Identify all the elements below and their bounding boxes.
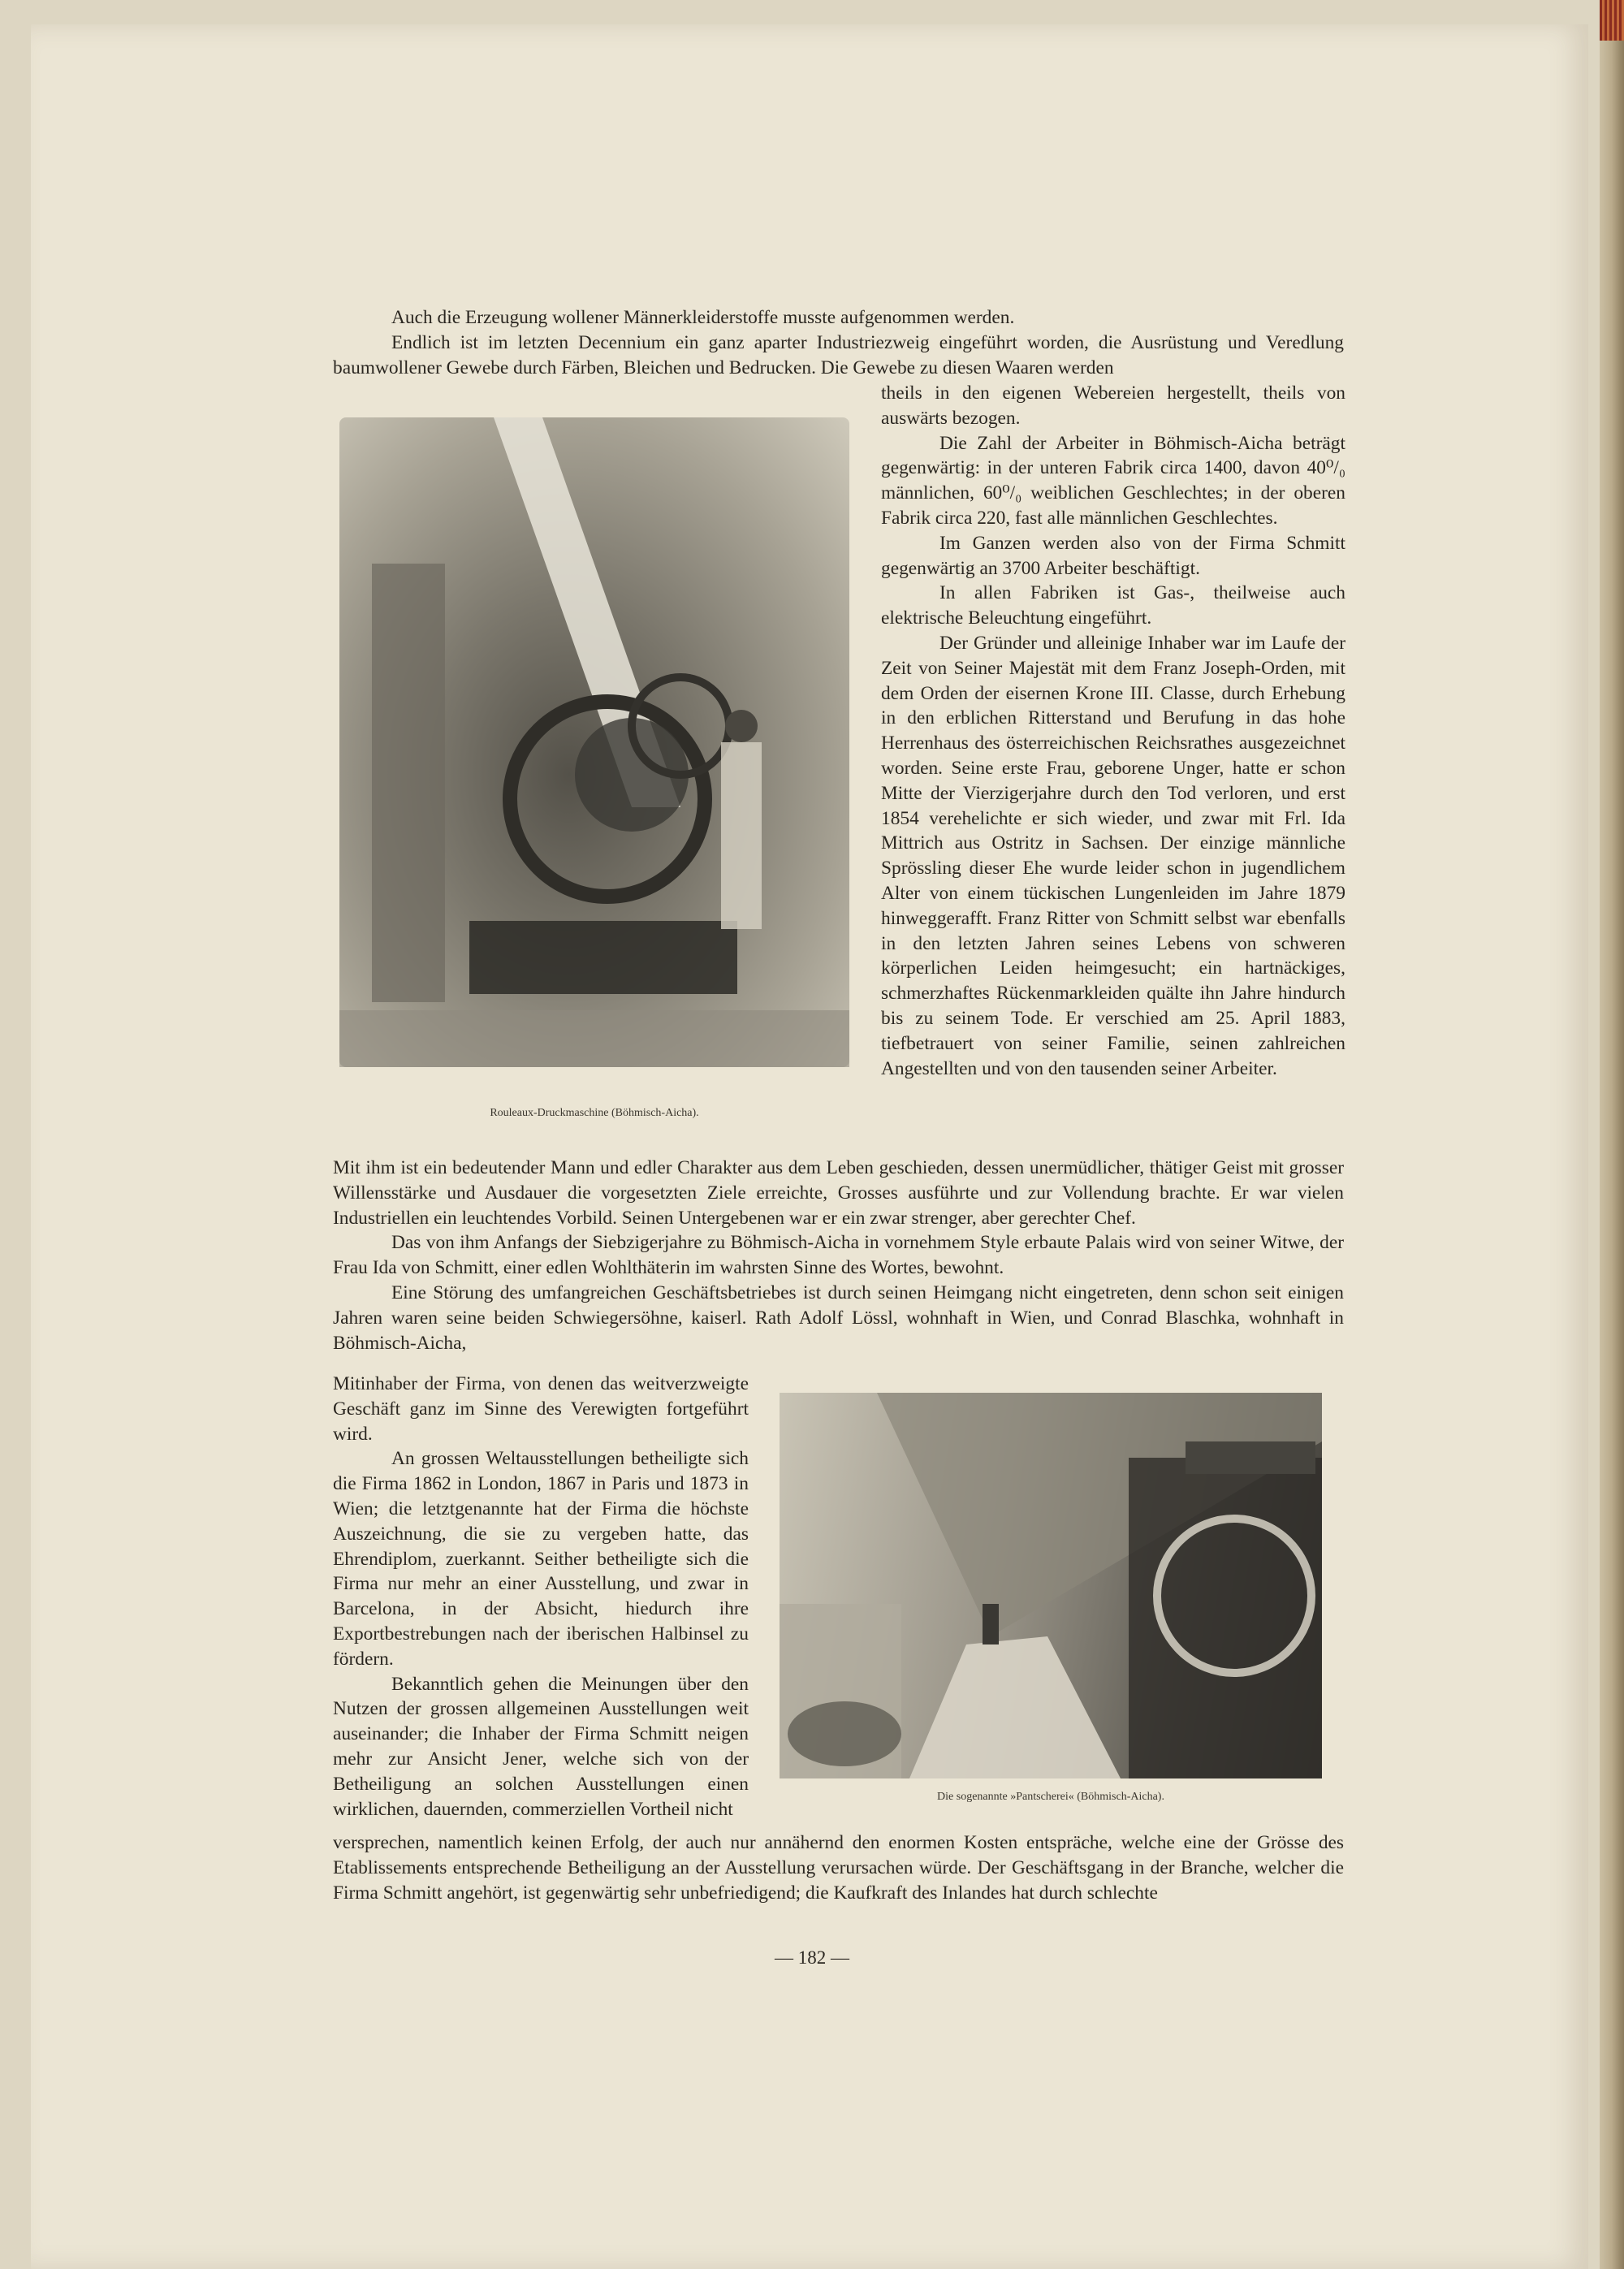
- pantscherei-illustration: [780, 1393, 1322, 1778]
- paragraph: In allen Fabriken ist Gas-, theilweise auch elektrische Beleuchtung eingeführt.: [881, 582, 1345, 629]
- top-text-block: [333, 305, 1344, 380]
- figure2-caption: Die sogenannte »Pantscherei« (Böhmisch-Aicha).: [937, 1791, 1164, 1803]
- left-text-column: [333, 1372, 749, 1822]
- paragraph: Auch die Erzeugung wollener Männerkleiderstoffe musste aufgenommen werden.: [391, 307, 1015, 328]
- paragraph: An grossen Weltausstellungen betheiligte sich die Firma 1862 in London, 1867 in Paris und 1873 in Wien; die letztgenannte hat der Firma die höchste Auszeichnung, die sie zu vergeben hatte, das Ehrendiplom, zuerkannt. Seither betheiligte sich die Firma nur mehr an einer Ausstellung, und zwar in Barcelona, in der Absicht, hiedurch ihre Exportbestrebungen nach der iberischen Halbinsel zu fördern.: [333, 1448, 749, 1670]
- paragraph: Mit ihm ist ein bedeutender Mann und edler Charakter aus dem Leben geschieden, dessen unermüdlicher, thätiger Geist mit grosser Willensstärke und Ausdauer die vorgesetzten Ziele erreichte, Grosses ausführte und zur Vollendung brachte. Er war vielen Industriellen ein leuchtendes Vorbild. Seinen Untergebenen war er ein zwar strenger, aber gerechter Chef.: [333, 1157, 1344, 1229]
- paragraph: Endlich ist im letzten Decennium ein ganz aparter Industriezweig eingeführt worden, die Ausrüstung und Veredlung baumwollener Gewebe durch Färben, Bleichen und Bedrucken. Die Gewebe zu diesen Waaren werden: [333, 331, 1344, 378]
- bottom-text-block: [333, 1830, 1344, 1905]
- page-edge: [1600, 0, 1624, 2269]
- paragraph: versprechen, namentlich keinen Erfolg, der auch nur annähernd den enormen Kosten entspräche, welche eine der Grösse des Etablissements entsprechende Betheiligung an der Ausstellung verursachen würde. Der Geschäftsgang in der Branche, welcher die Firma Schmitt angehört, ist gegenwärtig sehr unbefriedigend; die Kaufkraft des Inlandes hat durch schlechte: [333, 1832, 1344, 1904]
- rouleaux-druckmaschine-illustration: [339, 417, 849, 1067]
- paragraph: Das von ihm Anfangs der Siebzigerjahre zu Böhmisch-Aicha in vornehmem Style erbaute Palais wird von seiner Witwe, der Frau Ida von Schmitt, einer edlen Wohlthäterin im wahrsten Sinne des Wortes, bewohnt.: [333, 1232, 1344, 1279]
- paragraph: Mitinhaber der Firma, von denen das weitverzweigte Geschäft ganz im Sinne des Verewigten fortgeführt wird.: [333, 1373, 749, 1445]
- paragraph: theils in den eigenen Webereien hergestellt, theils von auswärts bezogen.: [881, 382, 1345, 429]
- paragraph: Im Ganzen werden also von der Firma Schmitt gegenwärtig an 3700 Arbeiter beschäftigt.: [881, 532, 1345, 579]
- paragraph: Der Gründer und alleinige Inhaber war im Laufe der Zeit von Seiner Majestät mit dem Franz Joseph-Orden, mit dem Orden der eisernen Krone III. Classe, durch Erhebung in den erblichen Ritterstand und Berufung in das hohe Herrenhaus des österreichischen Reichsrathes ausgezeichnet worden. Seine erste Frau, geborene Unger, hatte er schon Mitte der Vierzigerjahre durch den Tod verloren, und erst 1854 verehelichte er sich wieder, und zwar mit Frl. Ida Mittrich aus Ostritz in Sachsen. Der einzige männliche Sprössling dieser Ehe wurde leider schon in jugendlichem Alter von einem tückischen Lungenleiden im Jahre 1879 hinweggerafft. Franz Ritter von Schmitt selbst war ebenfalls in den letzten Jahren seines Lebens von schweren körperlichen Leiden heimgesucht; ein hartnäckiges, schmerzhaftes Rückenmarkleiden quälte ihn Jahre hindurch bis zu seinem Tode. Er verschied am 25. April 1883, tiefbetrauert von seiner Familie, seinen zahlreichen Angestellten und von den tausenden seiner Arbeiter.: [881, 632, 1345, 1079]
- figure1-caption: Rouleaux-Druckmaschine (Böhmisch-Aicha).: [490, 1107, 699, 1119]
- page-number: — 182 —: [775, 1947, 849, 1968]
- right-text-column: [881, 381, 1345, 1081]
- paragraph: Eine Störung des umfangreichen Geschäftsbetriebes ist durch seinen Heimgang nicht eingetreten, denn schon seit einigen Jahren waren seine beiden Schwiegersöhne, kaiserl. Rath Adolf Lössl, wohnhaft in Wien, und Conrad Blaschka, wohnhaft in Böhmisch-Aicha,: [333, 1281, 1344, 1354]
- middle-text-block: [333, 1156, 1344, 1355]
- paragraph: Die Zahl der Arbeiter in Böhmisch-Aicha beträgt gegenwärtig: in der unteren Fabrik circa 1400, davon 40⁰/₀ männlichen, 60⁰/₀ weiblichen Geschlechtes; in der oberen Fabrik circa 220, fast alle männlichen Geschlechtes.: [881, 432, 1345, 529]
- paragraph: Bekanntlich gehen die Meinungen über den Nutzen der grossen allgemeinen Ausstellungen weit auseinander; die Inhaber der Firma Schmitt neigen mehr zur Ansicht Jener, welche sich von der Betheiligung an solchen Ausstellungen einen wirklichen, dauernden, commerziellen Vortheil nicht: [333, 1673, 749, 1820]
- binding-ribbon: [1600, 0, 1624, 41]
